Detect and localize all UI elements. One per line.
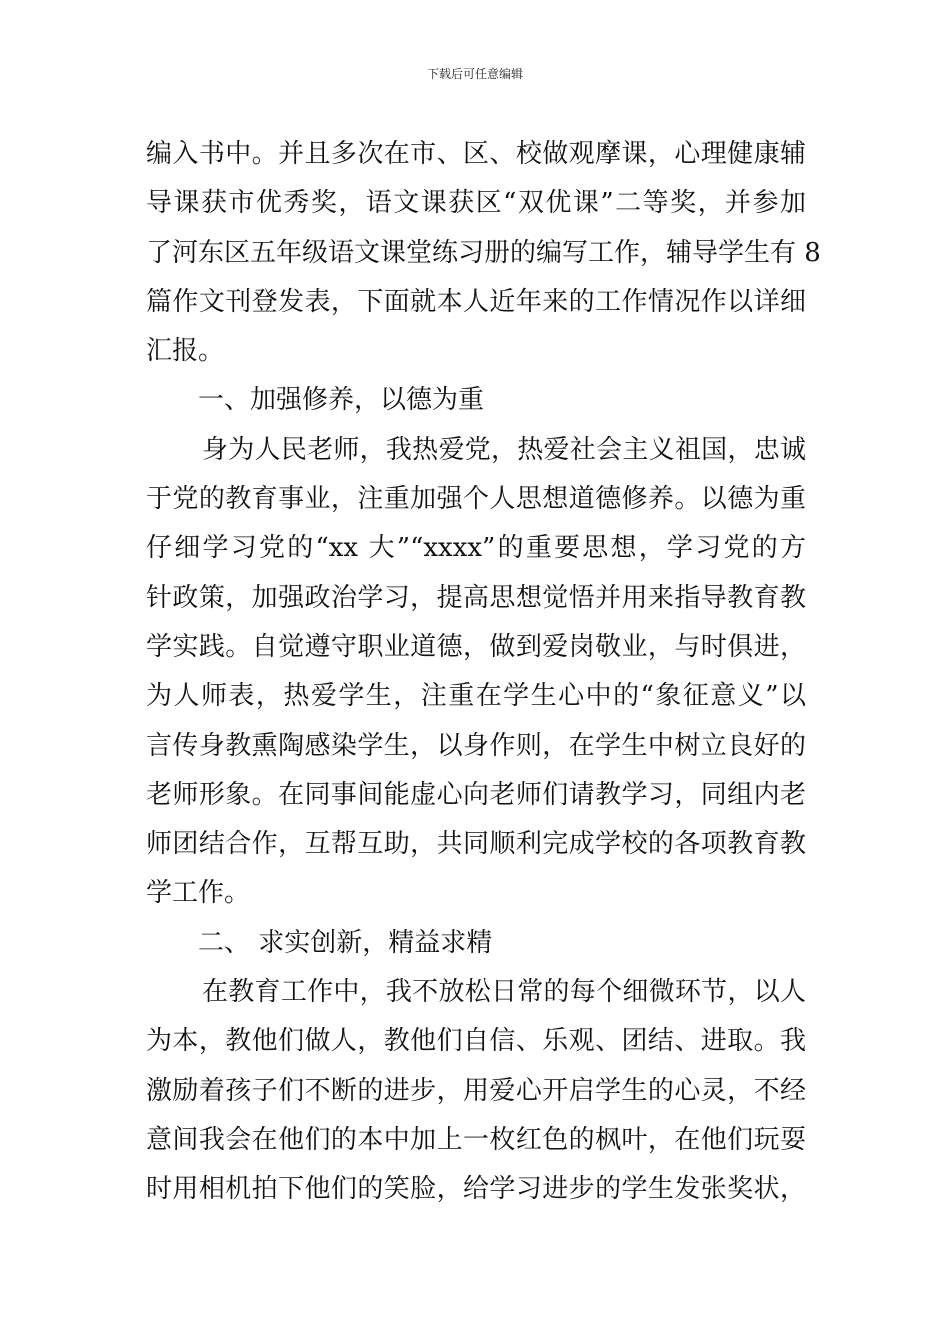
- text-line: 篇作文刊登发表，下面就本人近年来的工作情况作以详细: [146, 286, 806, 317]
- text-line: 为人师表，热爱学生，注重在学生心中的“象征意义”以: [146, 681, 806, 712]
- paragraph-first-line: 在教育工作中，我不放松日常的每个细微环节，以人: [202, 977, 806, 1008]
- text-line: 仔细学习党的“xx 大”“xxxx”的重要思想，学习党的方: [146, 533, 806, 564]
- text-line: 学工作。: [146, 878, 251, 909]
- text-line: 言传身教熏陶感染学生，以身作则，在学生中树立良好的: [146, 730, 806, 761]
- text-line: 针政策，加强政治学习，提高思想觉悟并用来指导教育教: [146, 582, 806, 613]
- text-line: 意间我会在他们的本中加上一枚红色的枫叶，在他们玩耍: [146, 1124, 806, 1155]
- text-line: 师团结合作，互帮互助，共同顺利完成学校的各项教育教: [146, 829, 806, 860]
- text-line: 于党的教育事业，注重加强个人思想道德修养。以德为重: [146, 484, 806, 515]
- text-line: 为本，教他们做人，教他们自信、乐观、团结、进取。我: [146, 1026, 806, 1057]
- text-line: 编入书中。并且多次在市、区、校做观摩课，心理健康辅: [146, 139, 806, 169]
- text-line: 导课获市优秀奖，语文课获区“双优课”二等奖，并参加: [146, 188, 806, 219]
- text-line: 时用相机拍下他们的笑脸，给学习进步的学生发张奖状，: [146, 1174, 806, 1205]
- text-line: 了河东区五年级语文课堂练习册的编写工作，辅导学生有 8: [146, 237, 821, 268]
- text-line: 学实践。自觉遵守职业道德，做到爱岗敬业，与时俱进，: [146, 631, 806, 662]
- section-heading-2: 二、 求实创新，精益求精: [198, 927, 493, 958]
- paragraph-first-line: 身为人民老师，我热爱党，热爱社会主义祖国，忠诚: [202, 434, 806, 465]
- section-heading-1: 一、加强修养，以德为重: [198, 385, 485, 416]
- body-text: [146, 130, 821, 1215]
- page-header: 下载后可任意编辑: [426, 67, 523, 81]
- text-line: 汇报。: [146, 336, 225, 367]
- text-line: 激励着孩子们不断的进步，用爱心开启学生的心灵，不经: [146, 1075, 806, 1106]
- text-line: 老师形象。在同事间能虚心向老师们请教学习，同组内老: [146, 779, 806, 810]
